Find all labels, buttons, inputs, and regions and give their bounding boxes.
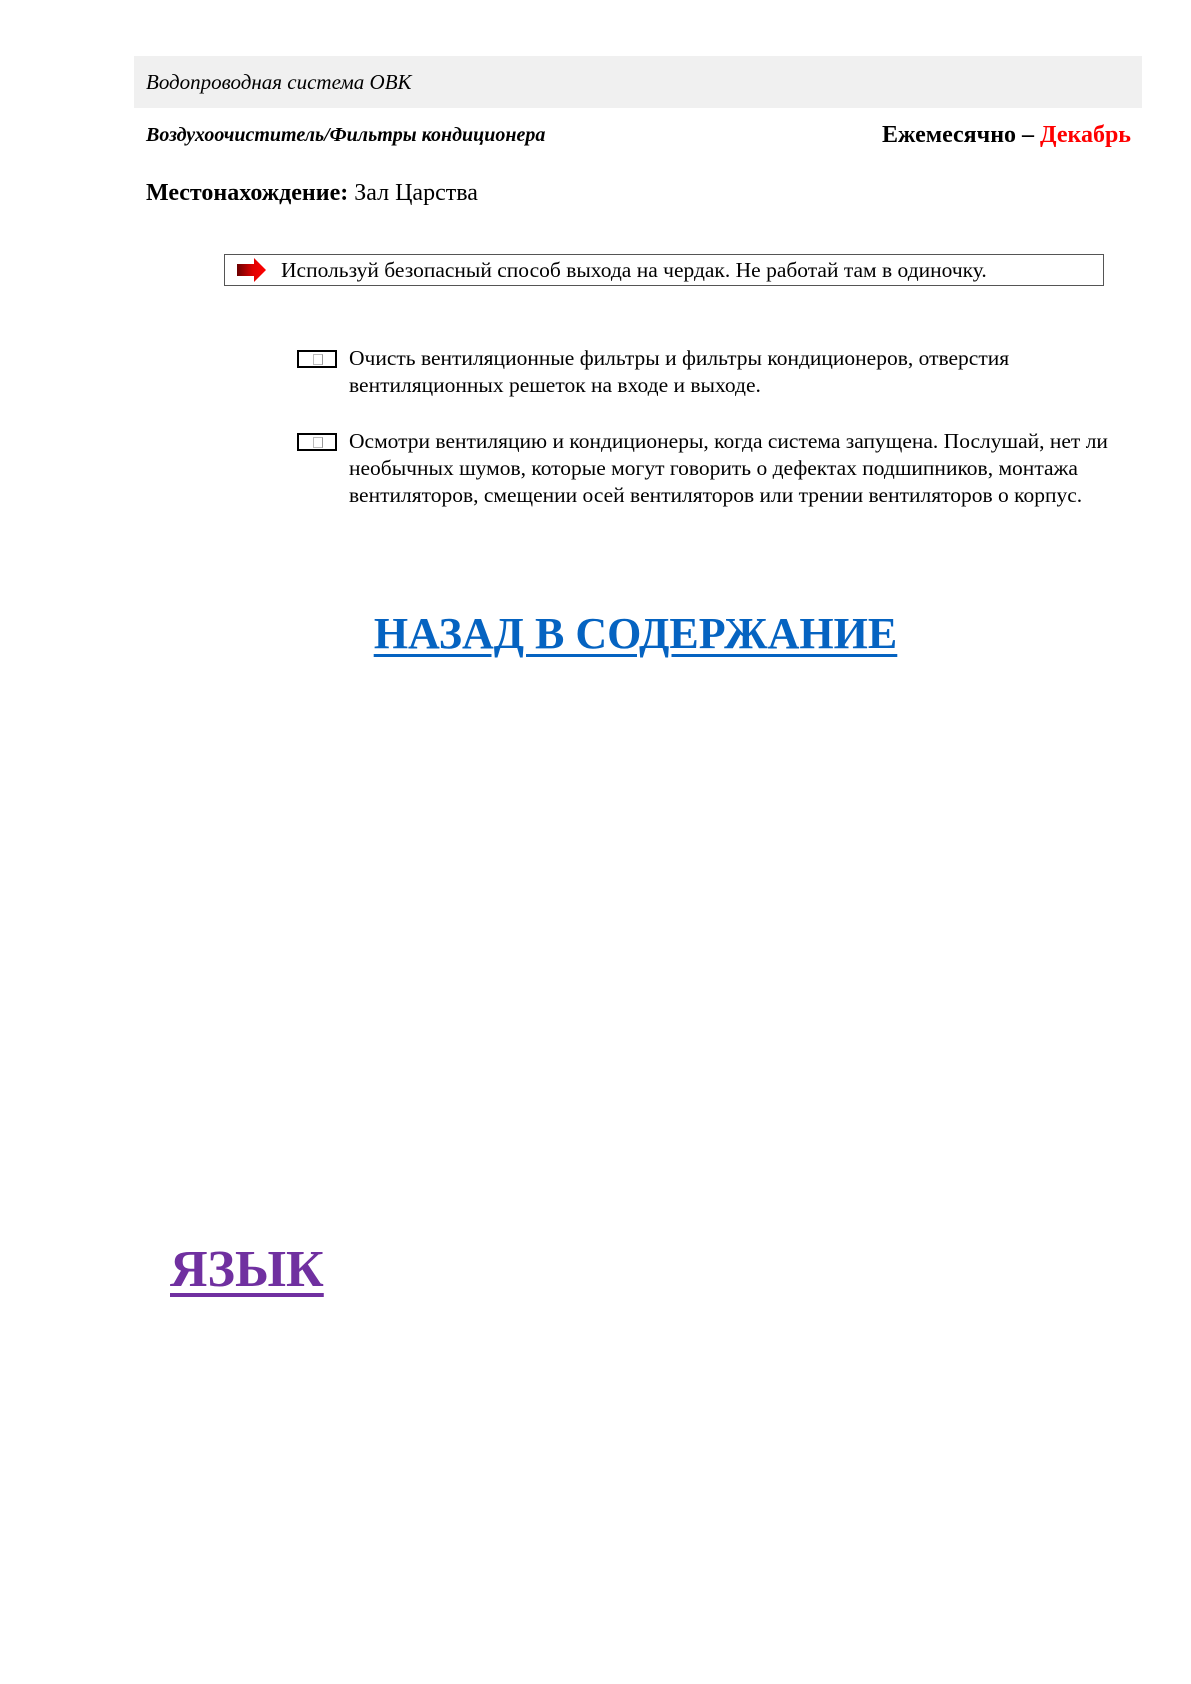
- location-value: Зал Царства: [354, 180, 478, 206]
- location-line: [146, 180, 478, 207]
- schedule-separator: –: [1016, 122, 1041, 148]
- warning-box: [224, 254, 1104, 286]
- month-label: Декабрь: [1040, 122, 1131, 148]
- task-checkbox[interactable]: [297, 433, 337, 451]
- location-label: Местонахождение:: [146, 180, 349, 206]
- frequency-label: Ежемесячно: [881, 122, 1017, 148]
- task-checkbox[interactable]: [297, 350, 337, 368]
- red-arrow-icon: [237, 258, 267, 282]
- schedule: [882, 122, 1131, 149]
- checkbox-inner: [313, 437, 323, 448]
- back-to-contents-text[interactable]: НАЗАД В СОДЕРЖАНИЕ: [373, 609, 898, 658]
- warning-text: Используй безопасный способ выхода на чердак. Не работай там в одиночку.: [281, 258, 987, 282]
- section-subtitle: Воздухоочиститель/Фильтры кондиционера: [146, 124, 546, 146]
- language-link[interactable]: ЯЗЫК: [170, 1241, 324, 1298]
- task-text: Очисть вентиляционные фильтры и фильтры кондиционеров, отверстия вентиляционных решеток на входе и выходе.: [349, 346, 1010, 397]
- header-band: [134, 56, 1142, 108]
- checkbox-inner: [313, 354, 323, 365]
- back-to-contents-link[interactable]: [0, 608, 1191, 659]
- system-title: Водопроводная система ОВК: [146, 70, 412, 94]
- task-text: Осмотри вентиляцию и кондиционеры, когда система запущена. Послушай, нет ли необычных шумов, которые могут говорить о дефектах подшипников, монтажа вентиляторов, смещении осей вентиляторов или трении вентиляторов о корпус.: [349, 429, 1108, 507]
